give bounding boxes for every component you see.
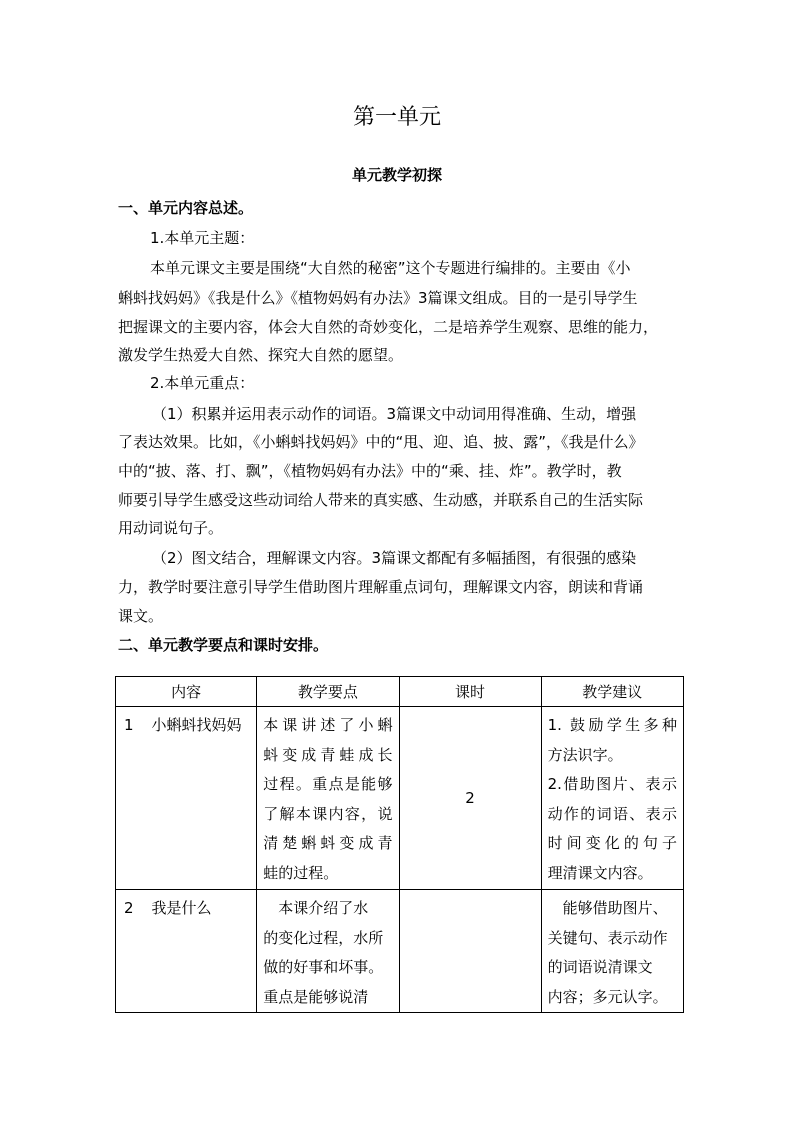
advice-cell	[541, 707, 683, 890]
header-class-hours: 课时	[399, 677, 541, 707]
points-line: 过程。重点是能够	[263, 775, 393, 794]
advice-line: 方法识字。	[547, 745, 623, 764]
table-row	[116, 890, 684, 1013]
points-line: 本课介绍了水	[278, 899, 369, 917]
section-heading-1: 一、单元内容总述。	[118, 199, 254, 217]
lesson-cell	[116, 890, 257, 1013]
hours-cell: 2	[399, 707, 541, 890]
lesson-number: 1	[124, 716, 134, 734]
points-cell	[257, 890, 399, 1013]
advice-line: 2.借助图片、表示	[547, 775, 677, 794]
table-row	[116, 707, 684, 890]
points-line: 了解本课内容，说	[263, 804, 393, 823]
hours-cell	[399, 890, 541, 1013]
lesson-name: 我是什么	[151, 899, 212, 917]
header-content: 内容	[116, 677, 257, 707]
points-cell	[257, 707, 399, 890]
section-heading-2: 二、单元教学要点和课时安排。	[118, 636, 329, 654]
advice-line: 理清课文内容。	[547, 863, 653, 882]
points-line: 重点是能够说清	[263, 987, 369, 1006]
points-line: 蛙的过程。	[263, 863, 339, 882]
lesson-name: 小蝌蚪找妈妈	[151, 716, 242, 734]
advice-line: 动作的词语、表示	[547, 804, 677, 823]
points-line: 蚪变成青蛙成长	[263, 745, 393, 764]
focus-heading: 2.本单元重点：	[150, 374, 255, 392]
points-line: 清楚蝌蚪变成青	[263, 834, 393, 853]
paragraph-line: 把握课文的主要内容，体会大自然的奇妙变化，二是培养学生观察、思维的能力，	[118, 318, 659, 336]
lesson-number: 2	[124, 899, 134, 917]
points-line: 的变化过程，水所	[263, 928, 384, 947]
advice-line: 的词语说清课文	[547, 958, 653, 977]
lesson-cell	[116, 707, 257, 890]
points-line: 做的好事和坏事。	[263, 958, 384, 977]
paragraph-line: 蝌蚪找妈妈》《我是什么》《植物妈妈有办法》3篇课文组成。目的一是引导学生	[118, 289, 638, 307]
paragraph-line: （1）积累并运用表示动作的词语。3篇课文中动词用得准确、生动，增强	[152, 405, 637, 423]
paragraph-line: 用动词说句子。	[118, 519, 224, 537]
points-line: 本课讲述了小蝌	[263, 716, 393, 734]
page-title: 第一单元	[352, 105, 441, 130]
table-header-row	[116, 677, 684, 707]
theme-heading: 1.本单元主题：	[150, 229, 255, 247]
advice-line: 能够借助图片、	[562, 899, 668, 917]
paragraph-line: 师要引导学生感受这些动词给人带来的真实感、生动感，并联系自己的生活实际	[118, 491, 644, 509]
paragraph-line: 力，教学时要注意引导学生借助图片理解重点词句，理解课文内容，朗读和背诵	[118, 578, 644, 596]
advice-line: 关键句、表示动作	[547, 928, 668, 947]
paragraph-line: 本单元课文主要是围绕“大自然的秘密”这个专题进行编排的。主要由《小	[150, 259, 631, 277]
advice-line: 1. 鼓励学生多种	[547, 716, 677, 734]
header-teaching-advice: 教学建议	[541, 677, 683, 707]
paragraph-line: 中的“披、落、打、飘”，《植物妈妈有办法》中的“乘、挂、炸”。教学时，教	[118, 462, 622, 480]
paragraph-line: 课文。	[118, 607, 164, 625]
schedule-table	[115, 676, 684, 1013]
paragraph-line: （2）图文结合，理解课文内容。3篇课文都配有多幅插图，有很强的感染	[152, 549, 637, 567]
advice-line: 内容；多元认字。	[547, 987, 668, 1006]
page-subtitle: 单元教学初探	[351, 166, 442, 184]
advice-line: 时间变化的句子	[547, 834, 677, 853]
advice-cell	[541, 890, 683, 1013]
paragraph-line: 激发学生热爱大自然、探究大自然的愿望。	[118, 346, 404, 364]
paragraph-line: 了表达效果。比如，《小蝌蚪找妈妈》中的“甩、迎、追、披、露”，《我是什么》	[118, 433, 644, 451]
header-teaching-points: 教学要点	[257, 677, 399, 707]
